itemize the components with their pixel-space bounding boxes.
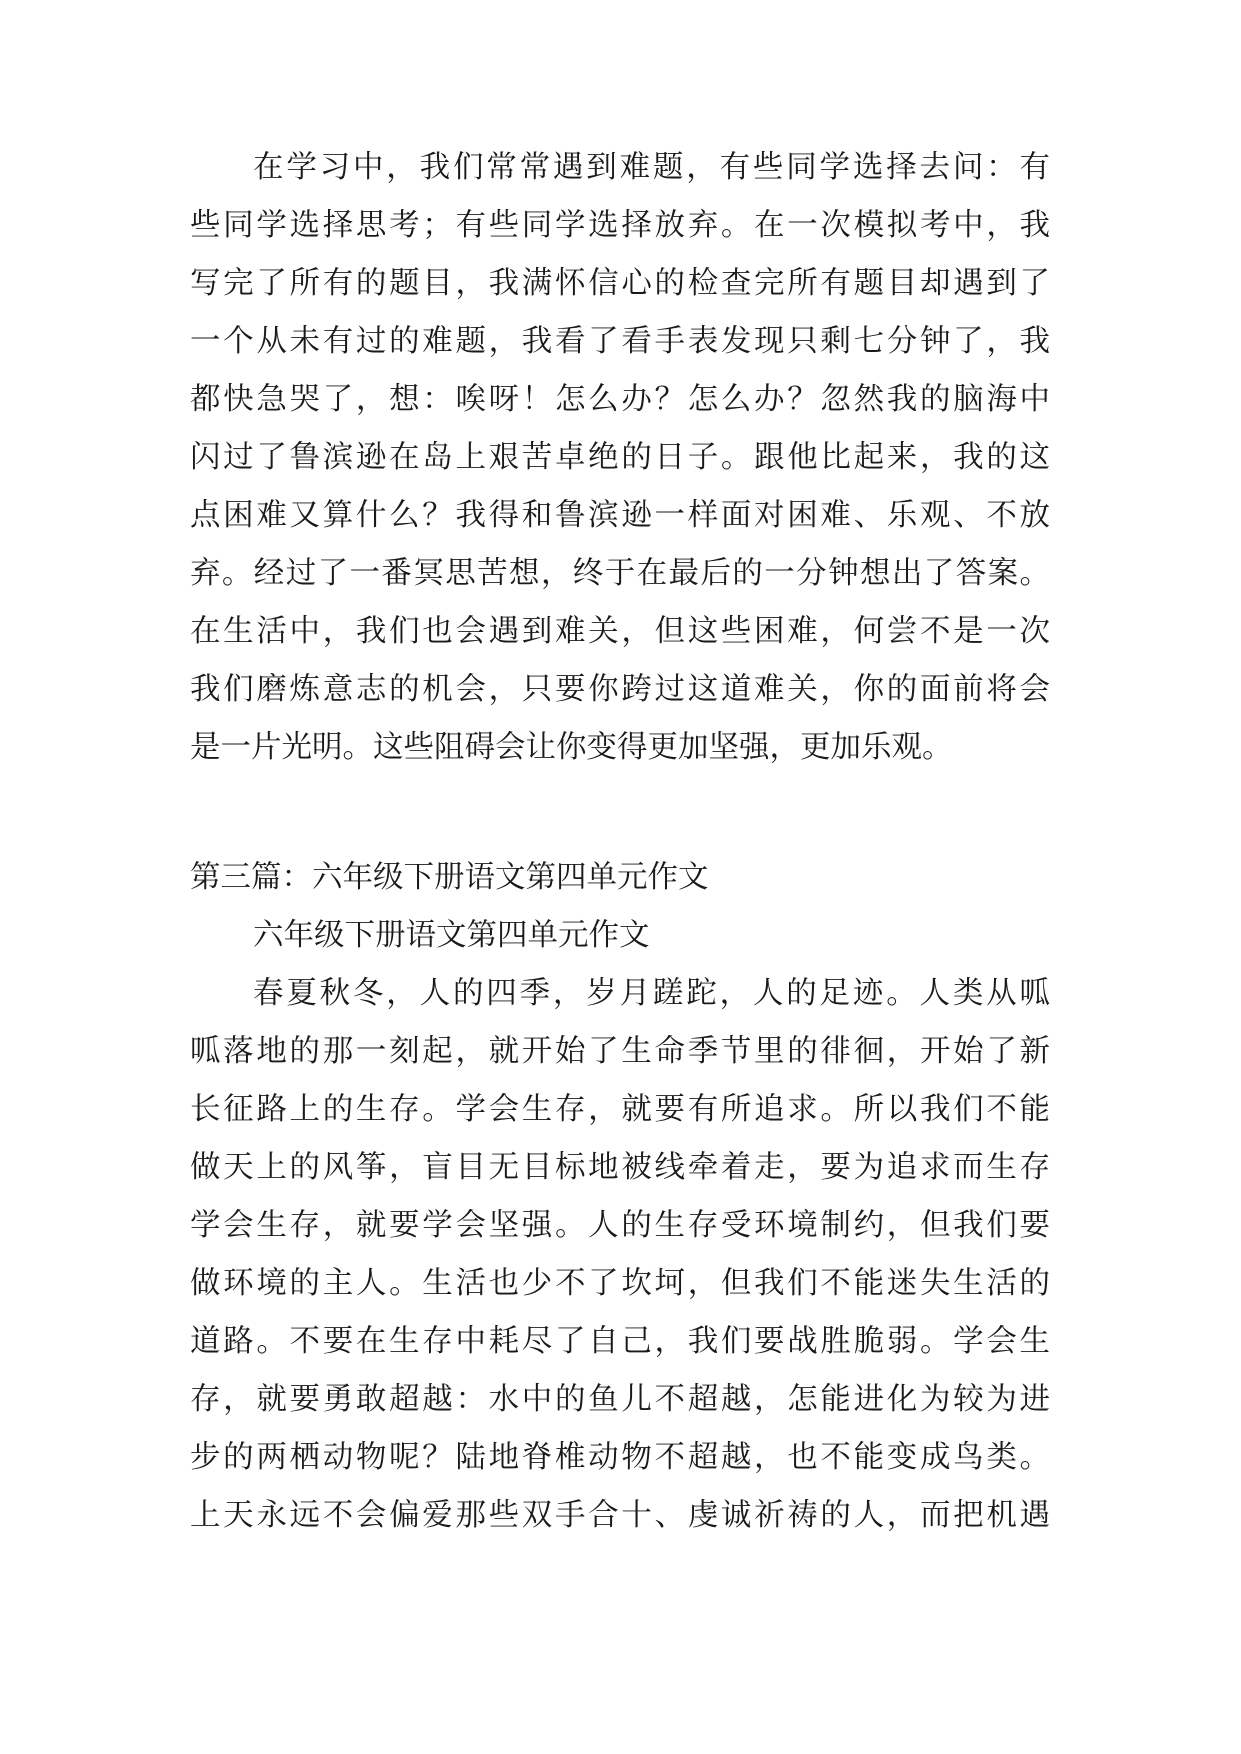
paragraph-line: 做天上的风筝，盲目无目标地被线牵着走，要为追求而生存	[190, 1150, 1050, 1185]
paragraph-line: 上天永远不会偏爱那些双手合十、虔诚祈祷的人，而把机遇	[190, 1498, 1050, 1533]
paragraph-line: 在生活中，我们也会遇到难关，但这些困难，何尝不是一次	[190, 614, 1050, 649]
paragraph-line: 是一片光明。这些阻碍会让你变得更加坚强，更加乐观。	[190, 730, 953, 765]
paragraph-line: 点困难又算什么？我得和鲁滨逊一样面对困难、乐观、不放	[190, 498, 1050, 533]
paragraph-line: 一个从未有过的难题，我看了看手表发现只剩七分钟了，我	[190, 324, 1050, 359]
paragraph-line: 闪过了鲁滨逊在岛上艰苦卓绝的日子。跟他比起来，我的这	[190, 440, 1050, 475]
paragraph-line: 写完了所有的题目，我满怀信心的检查完所有题目却遇到了	[190, 266, 1050, 301]
essay-title: 六年级下册语文第四单元作文	[253, 918, 650, 953]
paragraph-line: 长征路上的生存。学会生存，就要有所追求。所以我们不能	[190, 1092, 1050, 1127]
paragraph-line: 都快急哭了，想：唉呀！怎么办？怎么办？忽然我的脑海中	[190, 382, 1050, 417]
paragraph-line: 存，就要勇敢超越：水中的鱼儿不超越，怎能进化为较为进	[190, 1382, 1050, 1417]
paragraph-line: 步的两栖动物呢？陆地脊椎动物不超越，也不能变成鸟类。	[190, 1440, 1050, 1475]
paragraph-line: 我们磨炼意志的机会，只要你跨过这道难关，你的面前将会	[190, 672, 1050, 707]
paragraph-line: 在学习中，我们常常遇到难题，有些同学选择去问：有	[253, 150, 1050, 185]
paragraph-line: 些同学选择思考；有些同学选择放弃。在一次模拟考中，我	[190, 208, 1050, 243]
paragraph-line: 道路。不要在生存中耗尽了自己，我们要战胜脆弱。学会生	[190, 1324, 1050, 1359]
paragraph-line: 做环境的主人。生活也少不了坎坷，但我们不能迷失生活的	[190, 1266, 1050, 1301]
paragraph-line: 弃。经过了一番冥思苦想，终于在最后的一分钟想出了答案。	[190, 556, 1050, 591]
paragraph-line: 学会生存，就要学会坚强。人的生存受环境制约，但我们要	[190, 1208, 1050, 1243]
paragraph-line: 春夏秋冬，人的四季，岁月蹉跎，人的足迹。人类从呱	[253, 976, 1050, 1011]
section-heading: 第三篇：六年级下册语文第四单元作文	[190, 860, 709, 895]
paragraph-line: 呱落地的那一刻起，就开始了生命季节里的徘徊，开始了新	[190, 1034, 1050, 1069]
